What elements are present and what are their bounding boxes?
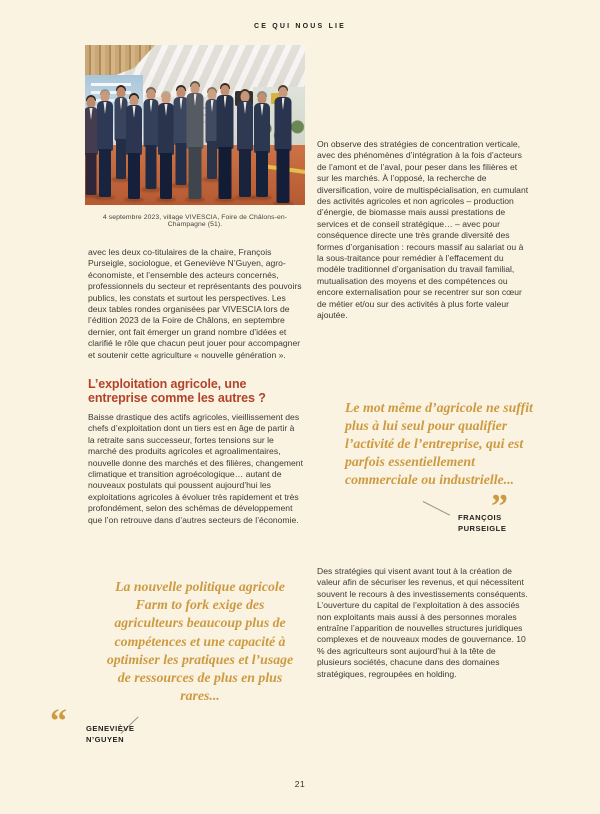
quote-leader-line bbox=[423, 501, 450, 516]
right-column-paragraph-2: Des stratégies qui visent avant tout à la création de valeur afin de sécuriser les revenus, et qui nécessitent souvent le recours à des investissements conséquents. L’ouverture du capital de l’exploitation à des associés non exploitants mais aussi à des personnes morales entraîne l’apparition de nouvelles structures juridiques complexes et de nouveaux modes de gouvernance. 10 % des agriculteurs sont aujourd’hui à la tête de plusieurs sociétés, chacune dans des domaines stratégiques, regroupées en holding. bbox=[317, 566, 528, 679]
section-heading: L’exploitation agricole, une entreprise comme les autres ? bbox=[88, 377, 266, 405]
quote-attribution-right bbox=[458, 513, 538, 534]
page-number: 21 bbox=[294, 779, 306, 789]
author-first-name: GENEVIÈVE bbox=[86, 724, 135, 733]
group-photo bbox=[85, 45, 305, 205]
photo-caption: 4 septembre 2023, village VIVESCIA, Foire de Châlons-en-Champagne (51). bbox=[102, 214, 288, 228]
right-column-paragraph-1: On observe des stratégies de concentration verticale, avec des phénomènes d’intégration à la fois d’acteurs de l’amont et de l’aval, pour peser dans les filières et sur les marchés. À l’opposé, la recherche de diversification, voire de multispécialisation, en cumulant des activités agricoles et non agricoles – production d’énergie, de biomasse mais aussi prestations de services et de conseil stratégique… – avec pour conséquence directe une très grande diversité des formes d’organisation : recours massif au salariat ou à la sous-traitance pour remédier à l’effacement du modèle traditionnel d’organisation du travail familial, mutualisation des moyens et des compétences ou encore externalisation pour se recentrer sur son cœur de métier et/ou sur des activités à plus forte valeur ajoutée. bbox=[317, 139, 529, 321]
author-last-name: PURSEIGLE bbox=[458, 523, 507, 533]
quote-mark-icon: ” bbox=[491, 488, 508, 525]
pullquote-right: Le mot même d’agricole ne suffit plus à lui seul pour qualifier l’activité de l’entreprise, qui est parfois essentiellement commerciale ou industrielle... bbox=[345, 400, 533, 487]
left-column-paragraph-1: avec les deux co-titulaires de la chaire, François Purseigle, sociologue, et Geneviève N’Guyen, agro-économiste, et l’ensemble des acteurs concernés, professionnels du secteur et représentants des pouvoirs publics, les constats et surtout les perspectives. Les deux tables rondes organisées par VIVESCIA lors de l’édition 2023 de la Foire de Châlons, en septembre dernier, ont fait émerger un grand nombre d’idées et clarifié le rôle que chacun peut jouer pour accompagner et soutenir cette agriculture « nouvelle génération ». bbox=[88, 247, 302, 360]
author-first-name: FRANÇOIS bbox=[458, 513, 502, 522]
author-last-name: N’GUYEN bbox=[86, 734, 125, 744]
quote-mark-icon: “ bbox=[50, 703, 67, 740]
left-column-paragraph-2: Baisse drastique des actifs agricoles, vieillissement des chefs d’exploitation dont un tiers est en âge de partir à la retraite sans successeur, fortes tensions sur le marché des produits agricoles et agroalimentaires, nouvelle donne des marchés et des filières, changement climatique et transition agroécologique… autant de nouveaux postulats qui poussent aujourd’hui les exploitations agricoles à évoluer très rapidement et très profondément, selon des schémas de développement que l’on retrouve dans d’autres secteurs de l’économie. bbox=[88, 412, 303, 525]
quote-attribution-left bbox=[86, 724, 166, 745]
section-kicker: CE QUI NOUS LIE bbox=[253, 23, 347, 30]
pullquote-left: La nouvelle politique agricole Farm to fork exige des agriculteurs beaucoup plus de compétences et une capacité à optimiser les pratiques et l’usage de ressources de plus en plus rares... bbox=[106, 579, 294, 704]
